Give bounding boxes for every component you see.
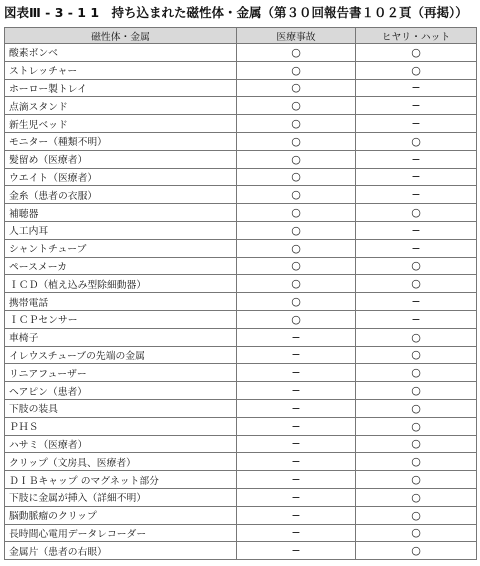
accident-mark: ○ [291,99,301,113]
near-miss-cell [356,382,477,400]
table-row [5,489,477,507]
accident-cell [237,133,356,151]
near-miss-cell [356,311,477,329]
accident-mark: ○ [291,259,301,273]
item-name: 脳動脈瘤のクリップ [5,507,237,525]
accident-cell [237,329,356,347]
accident-mark: − [291,544,301,558]
item-name: 携帯電話 [5,293,237,311]
table-row [5,258,477,276]
accident-mark: − [291,437,301,451]
accident-mark: − [291,366,301,380]
near-miss-mark: ○ [411,419,421,433]
header-accident: 医療事故 [237,28,356,44]
accident-cell [237,311,356,329]
near-miss-cell [356,275,477,293]
near-miss-mark: ○ [411,348,421,362]
accident-cell [237,186,356,204]
near-miss-cell [356,542,477,560]
accident-cell [237,169,356,187]
near-miss-cell [356,471,477,489]
accident-cell [237,489,356,507]
item-name: モニター（種類不明） [5,133,237,151]
table-row [5,400,477,418]
table-row [5,44,477,62]
accident-cell [237,151,356,169]
near-miss-mark: ○ [411,455,421,469]
item-name: クリップ（文房具、医療者） [5,453,237,471]
accident-mark: − [291,490,301,504]
accident-cell [237,364,356,382]
item-name: 金属片（患者の右眼） [5,542,237,560]
near-miss-mark: − [411,152,421,166]
accident-mark: ○ [291,277,301,291]
near-miss-mark: − [411,170,421,184]
accident-mark: ○ [291,312,301,326]
header-near-miss: ヒヤリ・ハット [356,28,477,44]
item-name: 新生児ベッド [5,115,237,133]
near-miss-cell [356,364,477,382]
accident-cell [237,204,356,222]
item-name: ウエイト（医療者） [5,169,237,187]
item-name: ハサミ（医療者） [5,436,237,454]
table-row [5,542,477,560]
item-name: ＩＣＤ（植え込み型除細動器） [5,275,237,293]
near-miss-cell [356,258,477,276]
near-miss-mark: ○ [411,401,421,415]
accident-mark: − [291,401,301,415]
accident-mark: ○ [291,295,301,309]
item-name: 長時間心電用データレコーダー [5,525,237,543]
accident-mark: ○ [291,170,301,184]
near-miss-mark: ○ [411,544,421,558]
item-name: 髪留め（医療者） [5,151,237,169]
accident-mark: − [291,419,301,433]
near-miss-mark: ○ [411,277,421,291]
accident-cell [237,347,356,365]
accident-mark: ○ [291,152,301,166]
near-miss-cell [356,436,477,454]
table-row [5,507,477,525]
item-name: 下肢に金属が挿入（詳細不明） [5,489,237,507]
accident-cell [237,471,356,489]
table-row [5,453,477,471]
accident-cell [237,222,356,240]
item-name: 人工内耳 [5,222,237,240]
table-row [5,133,477,151]
table-row [5,151,477,169]
near-miss-mark: ○ [411,134,421,148]
accident-cell [237,382,356,400]
near-miss-mark: − [411,295,421,309]
table-row [5,240,477,258]
table-row [5,222,477,240]
near-miss-mark: ○ [411,526,421,540]
near-miss-cell [356,293,477,311]
near-miss-cell [356,525,477,543]
near-miss-mark: − [411,241,421,255]
item-name: 酸素ボンベ [5,44,237,62]
near-miss-cell [356,97,477,115]
accident-cell [237,400,356,418]
near-miss-mark: ○ [411,508,421,522]
near-miss-mark: ○ [411,206,421,220]
accident-mark: − [291,330,301,344]
item-name: シャントチューブ [5,240,237,258]
accident-cell [237,542,356,560]
near-miss-cell [356,186,477,204]
near-miss-cell [356,115,477,133]
table-row [5,418,477,436]
item-name: ＤＩＢキャップ のマグネット部分 [5,471,237,489]
accident-mark: ○ [291,134,301,148]
item-name: 点滴スタンド [5,97,237,115]
item-name: ＩＣＰセンサー [5,311,237,329]
table-row [5,329,477,347]
accident-mark: − [291,348,301,362]
accident-mark: − [291,526,301,540]
accident-cell [237,436,356,454]
accident-cell [237,275,356,293]
near-miss-mark: ○ [411,473,421,487]
figure-title: 図表Ⅲ - 3 - 1 1 持ち込まれた磁性体・金属（第３０回報告書１０２頁（再掲）） [4,5,468,20]
accident-mark: ○ [291,188,301,202]
near-miss-cell [356,222,477,240]
accident-mark: ○ [291,223,301,237]
near-miss-mark: − [411,117,421,131]
accident-mark: ○ [291,117,301,131]
near-miss-cell [356,240,477,258]
table-row [5,115,477,133]
accident-cell [237,80,356,98]
near-miss-mark: − [411,81,421,95]
table-row [5,204,477,222]
accident-cell [237,453,356,471]
table-row [5,382,477,400]
near-miss-mark: ○ [411,490,421,504]
near-miss-mark: − [411,188,421,202]
accident-mark: − [291,384,301,398]
table-row [5,97,477,115]
accident-cell [237,293,356,311]
table-body [5,44,477,560]
near-miss-cell [356,44,477,62]
item-name: イレウスチューブの先端の金属 [5,347,237,365]
table-row [5,169,477,187]
accident-mark: − [291,455,301,469]
item-name: 金糸（患者の衣服） [5,186,237,204]
table-row [5,436,477,454]
table-header-row [5,28,477,44]
accident-cell [237,115,356,133]
near-miss-cell [356,347,477,365]
accident-mark: − [291,508,301,522]
near-miss-cell [356,453,477,471]
item-name: 車椅子 [5,329,237,347]
accident-cell [237,44,356,62]
table-row [5,471,477,489]
item-name: ホーロー製トレイ [5,80,237,98]
accident-cell [237,258,356,276]
accident-mark: ○ [291,81,301,95]
near-miss-cell [356,133,477,151]
near-miss-cell [356,329,477,347]
near-miss-cell [356,169,477,187]
near-miss-mark: ○ [411,366,421,380]
table-row [5,80,477,98]
accident-mark: ○ [291,241,301,255]
near-miss-mark: ○ [411,259,421,273]
header-item: 磁性体・金属 [5,28,237,44]
near-miss-cell [356,62,477,80]
item-name: ヘアピン（患者） [5,382,237,400]
accident-mark: ○ [291,45,301,59]
item-name: ストレッチャー [5,62,237,80]
table-row [5,293,477,311]
near-miss-mark: ○ [411,63,421,77]
accident-cell [237,418,356,436]
table-row [5,186,477,204]
near-miss-cell [356,204,477,222]
table-row [5,364,477,382]
item-name: ＰＨＳ [5,418,237,436]
near-miss-mark: ○ [411,437,421,451]
near-miss-mark: ○ [411,45,421,59]
item-name: 補聴器 [5,204,237,222]
near-miss-cell [356,400,477,418]
near-miss-mark: ○ [411,384,421,398]
near-miss-cell [356,507,477,525]
accident-mark: ○ [291,63,301,77]
accident-mark: − [291,473,301,487]
near-miss-cell [356,151,477,169]
metal-items-table [4,27,477,560]
near-miss-mark: − [411,99,421,113]
table-row [5,347,477,365]
table-row [5,311,477,329]
accident-cell [237,240,356,258]
accident-cell [237,97,356,115]
near-miss-cell [356,80,477,98]
accident-cell [237,62,356,80]
item-name: ペースメーカ [5,258,237,276]
accident-cell [237,525,356,543]
accident-mark: ○ [291,206,301,220]
item-name: 下肢の装具 [5,400,237,418]
table-row [5,525,477,543]
near-miss-mark: − [411,223,421,237]
near-miss-cell [356,418,477,436]
item-name: リニアフューザー [5,364,237,382]
table-row [5,275,477,293]
near-miss-mark: ○ [411,330,421,344]
near-miss-mark: − [411,312,421,326]
accident-cell [237,507,356,525]
near-miss-cell [356,489,477,507]
table-row [5,62,477,80]
